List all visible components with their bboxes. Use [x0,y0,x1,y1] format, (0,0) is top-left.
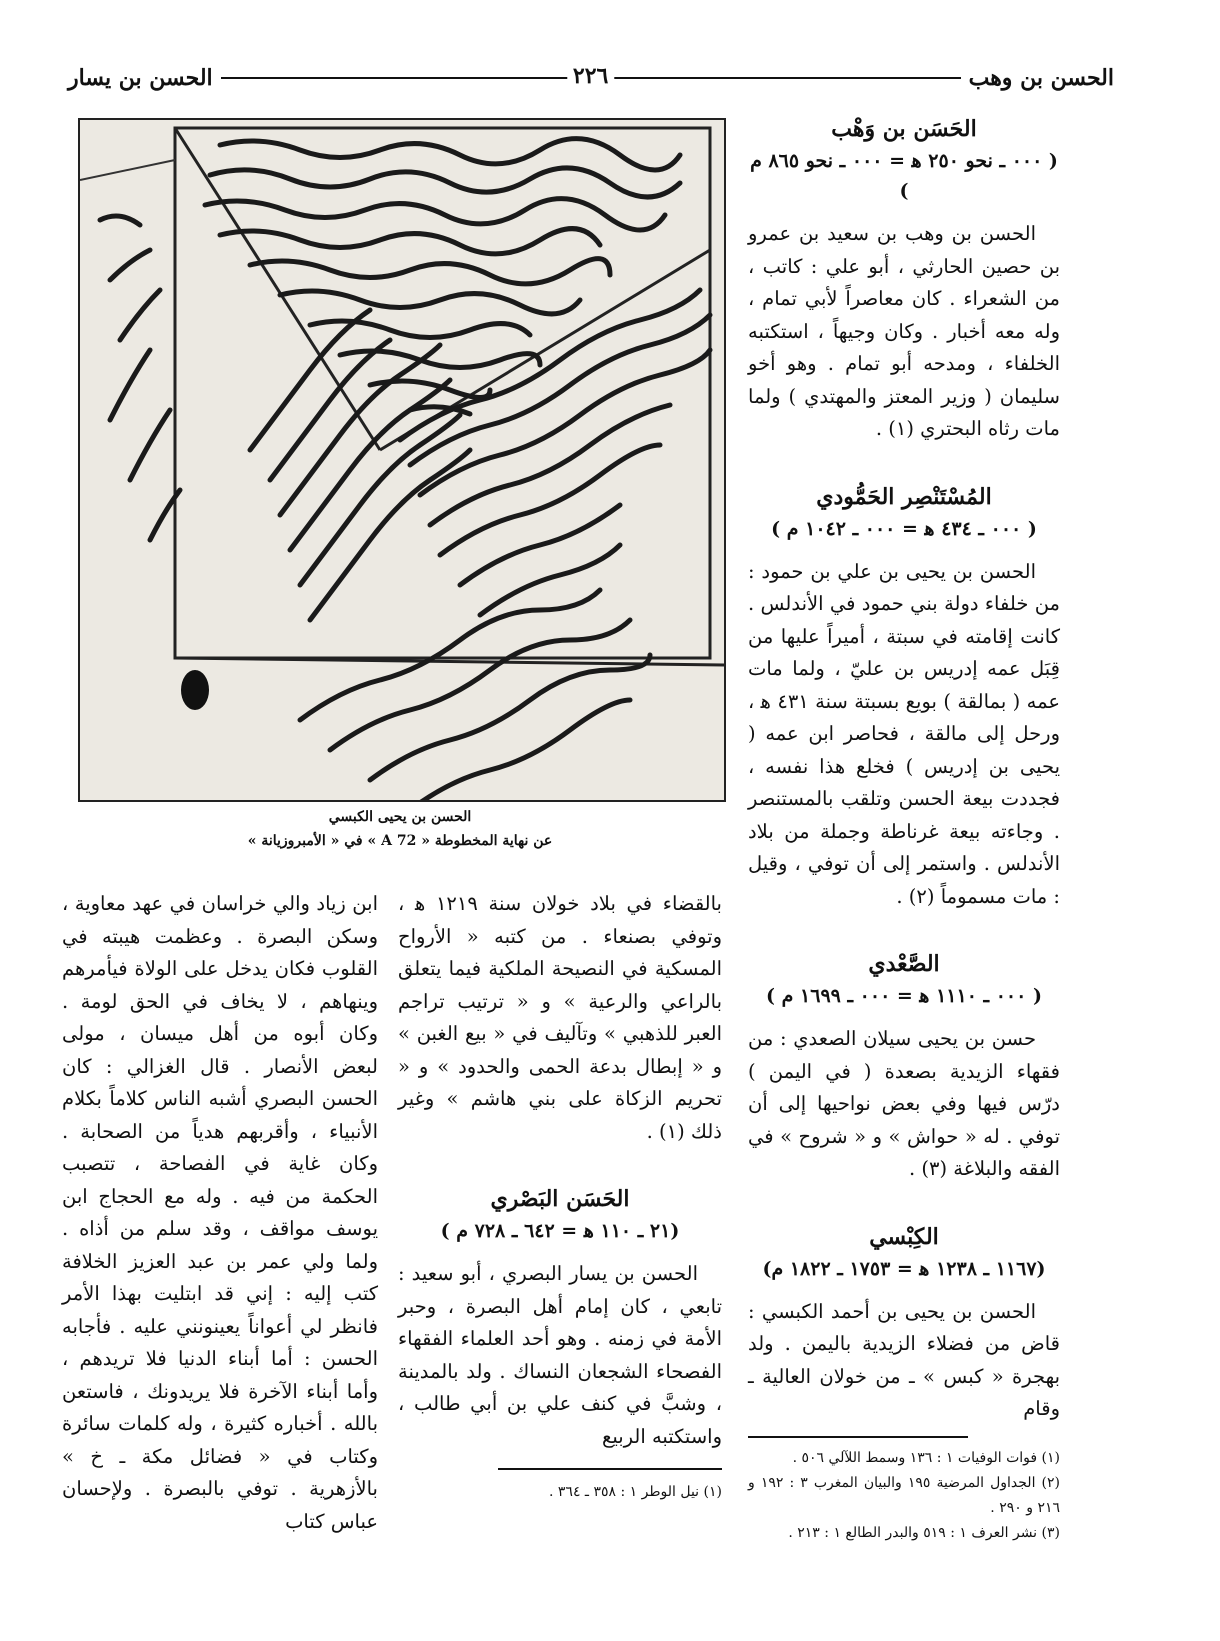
entry-dates: (١١٦٧ ـ ١٢٣٨ ﻫ = ١٧٥٣ ـ ١٨٢٢ م) [762,1257,1046,1280]
entry-text: بالقضاء في بلاد خولان سنة ١٢١٩ ﻫ ، وتوفي بصنعاء . من كتبه « الأرواح المسكية في النصيحة الملكية فيما يتعلق بالراعي والرعية » و « ترتيب تراجم العبر للذهبي » وتآليف في « بيع الغبن » و « إبطال بدعة الحمى والحدود » و « تحريم الزكاة على بني هاشم » وغير ذلك (١) . [398,892,722,1143]
entry-dates: ( ٠٠٠ ـ نحو ٢٥٠ ﻫ = ٠٠٠ ـ نحو ٨٦٥ م ) [750,150,1058,202]
footnote-rule [748,1436,968,1438]
middle-column [398,888,722,1453]
entry-title: الصَّعْدي [868,951,940,977]
footnote: (١) نيل الوطر ١ : ٣٥٨ ـ ٣٦٤ . [549,1484,722,1500]
entry-text: ابن زياد والي خراسان في عهد معاوية ، وسكن البصرة . وعظمت هيبته في القلوب فكان يدخل على الولاة فيأمرهم وينهاهم ، لا يخاف في الحق لومة . وكان أبوه من أهل ميسان ، مولى لبعض الأنصار . قال الغزالي : كان الحسن البصري أشبه الناس كلاماً بكلام الأنبياء ، وأقربهم هدياً من الصحابة . وكان غاية في الفصاحة ، تتصبب الحكمة من فيه . وله مع الحجاج ابن يوسف مواقف ، وقد سلم من أذاه . ولما ولي عمر بن عبد العزيز الخلافة كتب إليه : إني قد ابتليت بهذا الأمر فانظر لي أعواناً يعينونني عليه . فأجابه الحسن : أما أبناء الدنيا فلا تريدهم ، وأما أبناء الآخرة فلا يريدونك ، فاستعن بالله . أخباره كثيرة ، وله كلمات سائرة وكتاب في « فضائل مكة ـ خ » بالأزهرية . توفي بالبصرة . ولإحسان عباس كتاب [62,892,378,1533]
footnote: (١) فوات الوفيات ١ : ١٣٦ وسمط اللآلي ٥٠٦ . [792,1449,1060,1466]
entry-title: المُسْتَنْصِر الحَمُّودي [816,483,992,510]
footnote: (٢) الجداول المرضية ١٩٥ والبيان المغرب ٣ : ١٩٢ و ٢١٦ و ٢٩٠ . [748,1474,1060,1516]
entry-title: الحَسَن البَصْري [490,1186,630,1212]
header-left-title: الحسن بن يسار [68,65,213,91]
entry-dates: (٢١ ـ ١١٠ ﻫ = ٦٤٢ ـ ٧٢٨ م ) [440,1220,680,1242]
entry-text: الحسن بن يحيى بن أحمد الكبسي : قاض من فضلاء الزيدية باليمن . ولد بهجرة « كبس » ـ من خولان العالية ـ وقام [748,1299,1060,1420]
manuscript-drawing [80,120,724,800]
entry-text: حسن بن يحيى سيلان الصعدي : من فقهاء الزيدية بصعدة ( في اليمن ) درّس فيها وفي بعض نواحيها إلى أن توفي . له « حواش » و « شروح » في الفقه والبلاغة (٣) . [748,1027,1060,1180]
entry-title: الحَسَن بن وَهْب [831,116,977,142]
footnote: (٣) نشر العرف ١ : ٥١٩ والبدر الطالع ١ : ٢١٣ . [788,1524,1060,1541]
figure-caption [78,805,722,853]
right-column [748,104,1060,1546]
entry-text: الحسن بن وهب بن سعيد بن عمرو بن حصين الحارثي ، أبو علي : كاتب ، من الشعراء . كان معاصراً لأبي تمام ، وله معه أخبار . وكان وجيهاً ، استكتبه الخلفاء ، ومدحه أبو تمام . وهو أخو سليمان ( وزير المعتز والمهتدي ) ولما مات رثاه البحتري (١) . [748,222,1060,440]
running-header [68,58,1114,98]
entry-dates: ( ٠٠٠ ـ ١١١٠ ﻫ = ٠٠٠ ـ ١٦٩٩ م ) [766,985,1042,1007]
page-number: ٢٢٦ [567,63,614,89]
caption-source: عن نهاية المخطوطة « 72 A » في « الأمبروزيانة » [247,833,553,849]
caption-name: الحسن بن يحيى الكبسي [328,809,472,825]
entry-dates: ( ٠٠٠ ـ ٤٣٤ ﻫ = ٠٠٠ ـ ١٠٤٢ م ) [771,517,1037,540]
header-right-title: الحسن بن وهب [968,65,1114,91]
left-column [62,888,378,1538]
header-rule [221,63,961,89]
entry-title: الكِبْسي [869,1223,939,1250]
entry-text: الحسن بن يحيى بن علي بن حمود : من خلفاء دولة بني حمود في الأندلس . كانت إقامته في سبتة ، أميراً عليها من قِبَل عمه إدريس بن عليّ ، ولما مات عمه ( بمالقة ) بويع بسبتة سنة ٤٣١ ﻫ ، ورحل إلى مالقة ، فحاصر ابن عمه ( يحيى بن إدريس ) فخلع هذا نفسه ، فجددت بيعة الحسن وتلقب بالمستنصر . وجاءته بيعة غرناطة وجملة من بلاد الأندلس . واستمر إلى أن توفي ، وقيل : مات مسموماً (٢) . [748,559,1060,908]
middle-footnote [498,1480,722,1505]
entry-text: الحسن بن يسار البصري ، أبو سعيد : تابعي ، كان إمام أهل البصرة ، وحبر الأمة في زمنه . وهو أحد العلماء الفقهاء الفصحاء الشجعان النساك . ولد بالمدينة ، وشبَّ في كنف علي بن أبي طالب ، واستكتبه الربيع [398,1262,722,1448]
footnote-rule [498,1468,722,1470]
manuscript-image [78,118,726,802]
